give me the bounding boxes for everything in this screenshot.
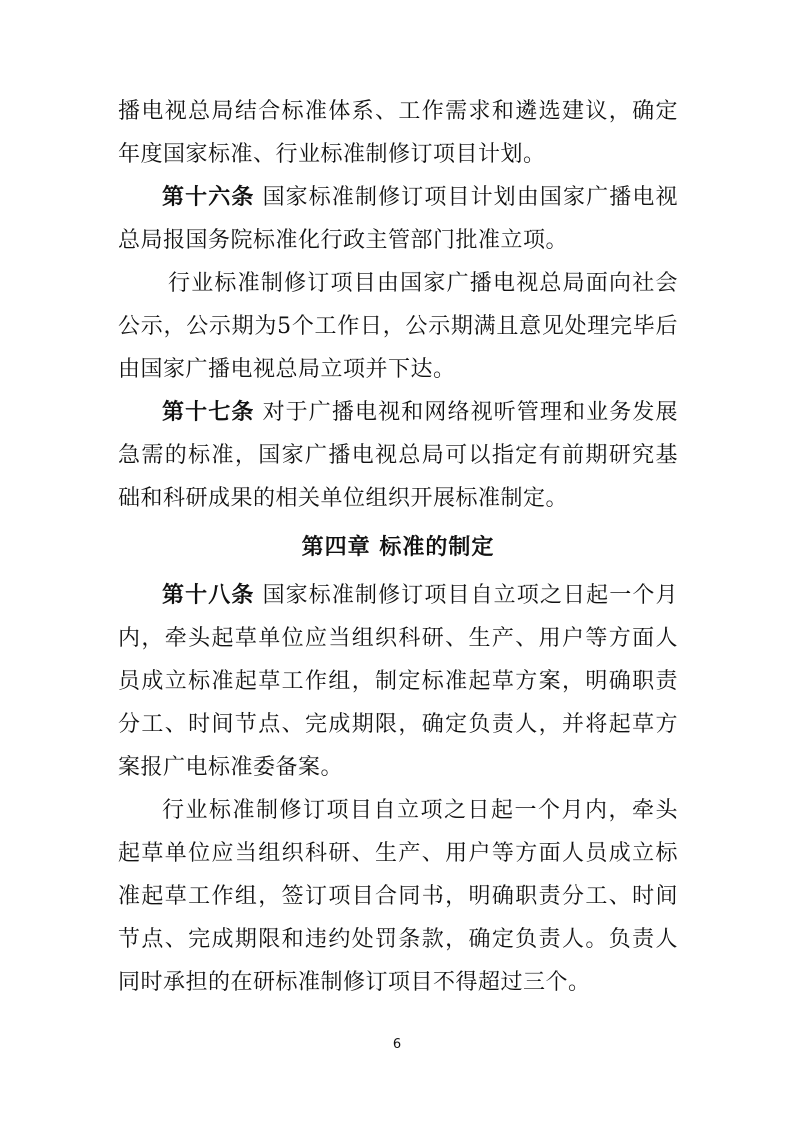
article-17 xyxy=(118,391,678,520)
paragraph-continuation xyxy=(118,90,678,176)
paragraph-text: 行业标准制修订项目自立项之日起一个月内，牵头起草单位应当组织科研、生产、用户等方面人员成立标准起草工作组，签订项目合同书，明确职责分工、时间节点、完成期限和违约处罚条款，确定负责人。负责人同时承担的在研标准制修订项目不得超过三个。 xyxy=(118,798,678,995)
page-number: 6 xyxy=(392,1037,402,1052)
paragraph xyxy=(118,789,678,1004)
paragraph-text: 播电视总局结合标准体系、工作需求和遴选建议，确定年度国家标准、行业标准制修订项目计划。 xyxy=(118,99,678,167)
paragraph xyxy=(118,262,678,391)
document-body xyxy=(118,90,678,1004)
article-text: 国家标准制修订项目自立项之日起一个月内，牵头起草单位应当组织科研、生产、用户等方面人员成立标准起草工作组，制定标准起草方案，明确职责分工、时间节点、完成期限，确定负责人，并将起草方案报广电标准委备案。 xyxy=(118,583,678,780)
article-number: 第十六条 xyxy=(162,184,255,210)
paragraph-text: 行业标准制修订项目由国家广播电视总局面向社会公示，公示期为5个工作日，公示期满且意见处理完毕后由国家广播电视总局立项并下达。 xyxy=(118,271,678,382)
article-16 xyxy=(118,176,678,262)
article-18 xyxy=(118,574,678,789)
article-number: 第十七条 xyxy=(162,399,255,425)
chapter-heading: 第四章 标准的制定 xyxy=(301,534,495,560)
article-text: 对于广播电视和网络视听管理和业务发展急需的标准，国家广播电视总局可以指定有前期研究基础和科研成果的相关单位组织开展标准制定。 xyxy=(118,400,678,511)
article-text: 国家标准制修订项目计划由国家广播电视总局报国务院标准化行政主管部门批准立项。 xyxy=(118,185,678,253)
article-number: 第十八条 xyxy=(162,582,255,608)
